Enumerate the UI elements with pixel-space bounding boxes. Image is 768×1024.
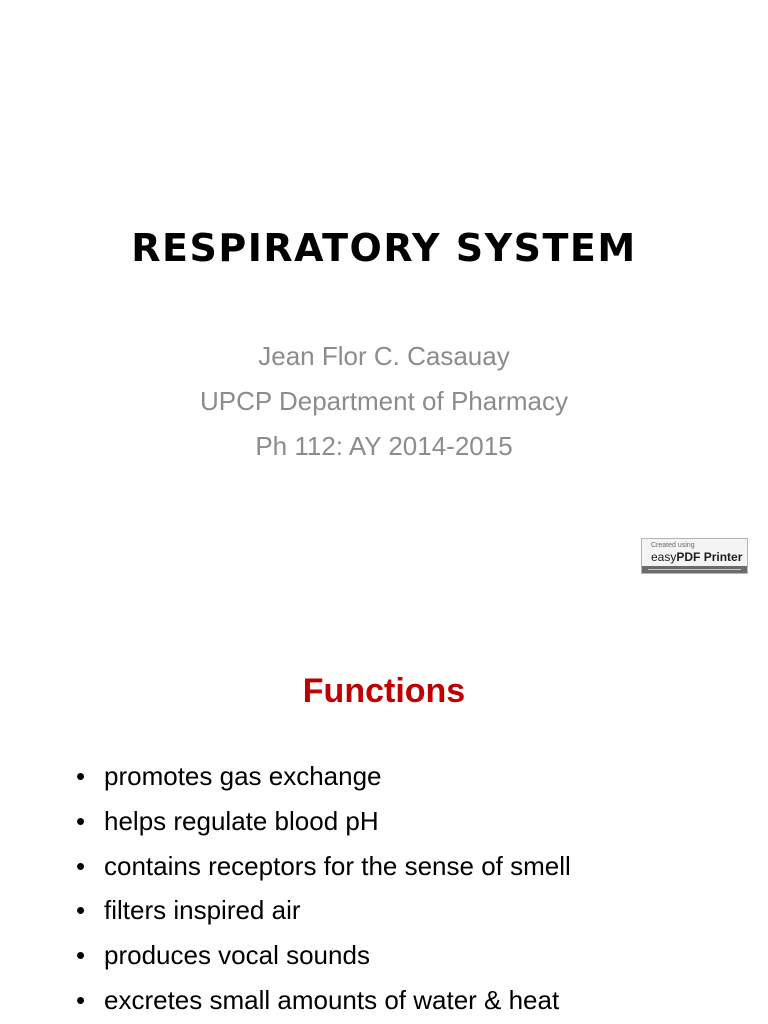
department-name: UPCP Department of Pharmacy	[200, 386, 568, 416]
bullet-icon: •	[76, 940, 86, 971]
subtitle-block	[0, 334, 768, 469]
list-item	[76, 754, 571, 799]
functions-list	[76, 754, 571, 1023]
functions-slide	[0, 576, 768, 1024]
author-name: Jean Flor C. Casauay	[258, 341, 510, 371]
slide-title: RESPIRATORY SYSTEM	[131, 226, 637, 270]
course-info: Ph 112: AY 2014-2015	[255, 431, 513, 461]
bullet-icon: •	[76, 850, 86, 881]
functions-heading: Functions	[302, 672, 466, 710]
bullet-text: excretes small amounts of water & heat	[104, 984, 560, 1015]
list-item	[76, 844, 571, 889]
list-item	[76, 978, 571, 1023]
list-item	[76, 888, 571, 933]
watermark-brand-bold: PDF Printer	[676, 550, 743, 564]
watermark-strip-line	[648, 569, 741, 570]
easypdf-watermark	[641, 538, 748, 574]
bullet-icon: •	[76, 805, 86, 836]
bullet-text: promotes gas exchange	[104, 761, 382, 791]
bullet-text: contains receptors for the sense of smell	[104, 850, 571, 881]
bullet-text: filters inspired air	[104, 895, 301, 926]
watermark-small-text: Created using	[651, 542, 695, 549]
watermark-brand-light: easy	[651, 550, 677, 564]
watermark-brand	[651, 550, 742, 564]
watermark-strip	[642, 566, 747, 573]
bullet-icon: •	[76, 761, 86, 791]
bullet-icon: •	[76, 895, 86, 926]
bullet-icon: •	[76, 984, 86, 1015]
bullet-text: produces vocal sounds	[104, 940, 370, 971]
bullet-text: helps regulate blood pH	[104, 805, 379, 836]
list-item	[76, 933, 571, 978]
list-item	[76, 799, 571, 844]
